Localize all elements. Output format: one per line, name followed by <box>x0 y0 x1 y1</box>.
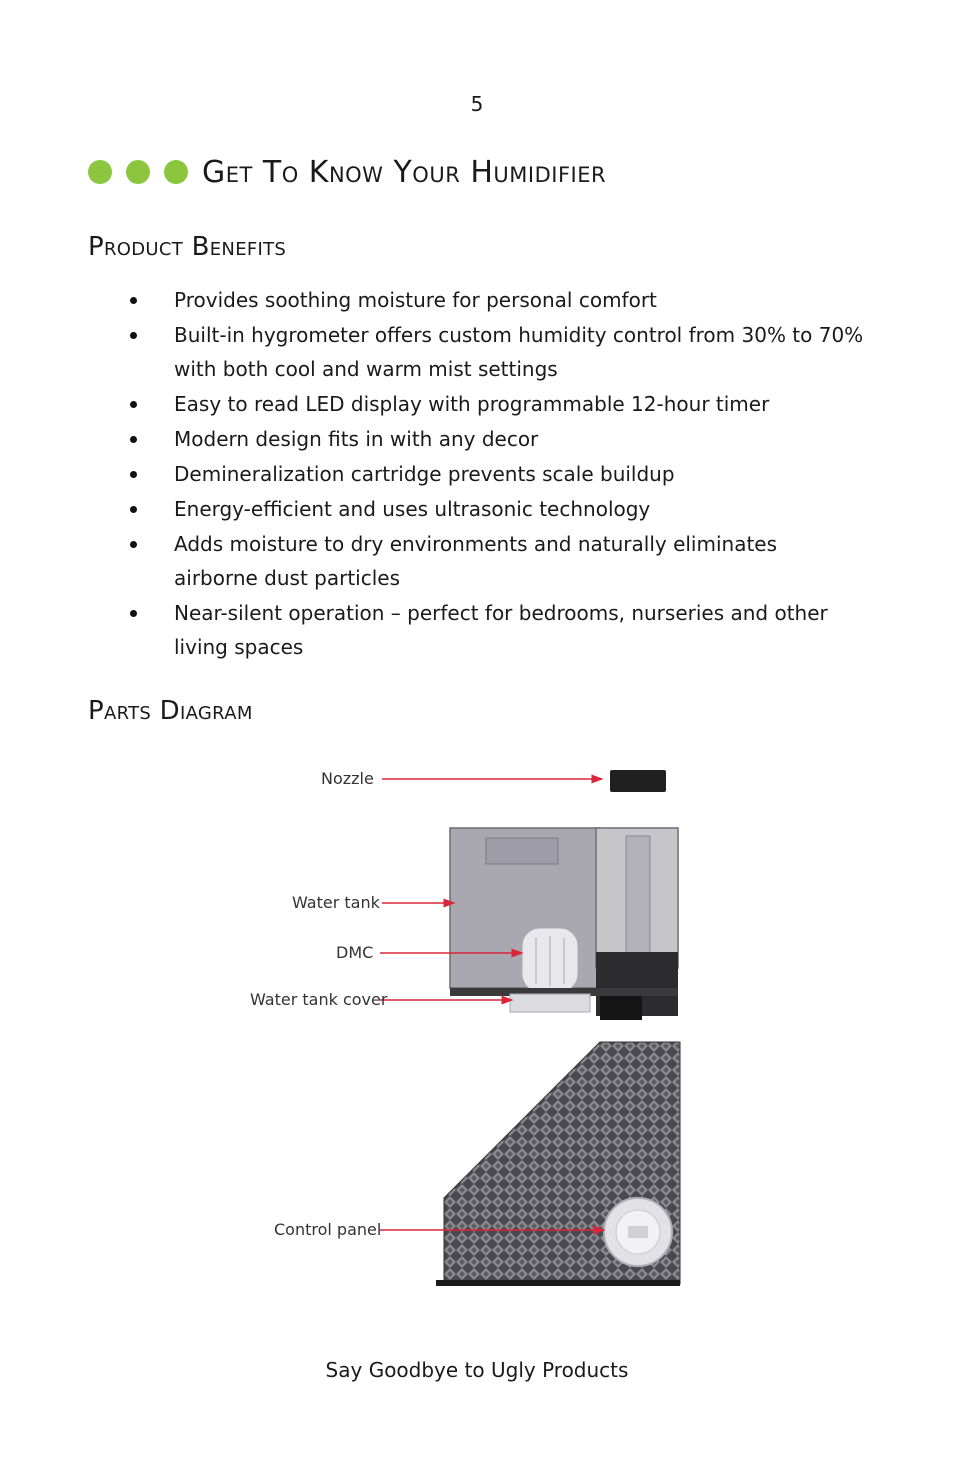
list-item: Adds moisture to dry environments and naturally eliminates airborne dust particles <box>124 527 864 595</box>
nozzle-label: Nozzle <box>321 769 374 788</box>
parts-diagram <box>240 752 700 1302</box>
green-dot-icon <box>88 160 112 184</box>
product-benefits-heading: Product Benefits <box>88 232 287 262</box>
list-item: Modern design fits in with any decor <box>124 422 864 456</box>
green-dot-icon <box>164 160 188 184</box>
benefits-list <box>124 283 864 665</box>
list-item: Energy-efficient and uses ultrasonic technology <box>124 492 864 526</box>
list-item: Near-silent operation – perfect for bedrooms, nurseries and other living spaces <box>124 596 864 664</box>
control-panel-label: Control panel <box>274 1220 382 1239</box>
dmc-label: DMC <box>336 943 374 962</box>
chapter-title <box>88 148 606 196</box>
water-tank-label: Water tank <box>292 893 380 912</box>
green-dot-icon <box>126 160 150 184</box>
nozzle-part <box>610 770 666 792</box>
list-item: Demineralization cartridge prevents scale buildup <box>124 457 864 491</box>
parts-diagram-heading: Parts Diagram <box>88 696 253 726</box>
list-item: Built-in hygrometer offers custom humidity control from 30% to 70% with both cool and warm mist settings <box>124 318 864 386</box>
water-tank-cover-label: Water tank cover <box>250 990 388 1009</box>
page-number: 5 <box>470 92 484 116</box>
list-item: Easy to read LED display with programmable 12-hour timer <box>124 387 864 421</box>
footer-tagline: Say Goodbye to Ugly Products <box>325 1358 629 1382</box>
list-item: Provides soothing moisture for personal comfort <box>124 283 864 317</box>
page-title: Get To Know Your Humidifier <box>202 154 607 190</box>
